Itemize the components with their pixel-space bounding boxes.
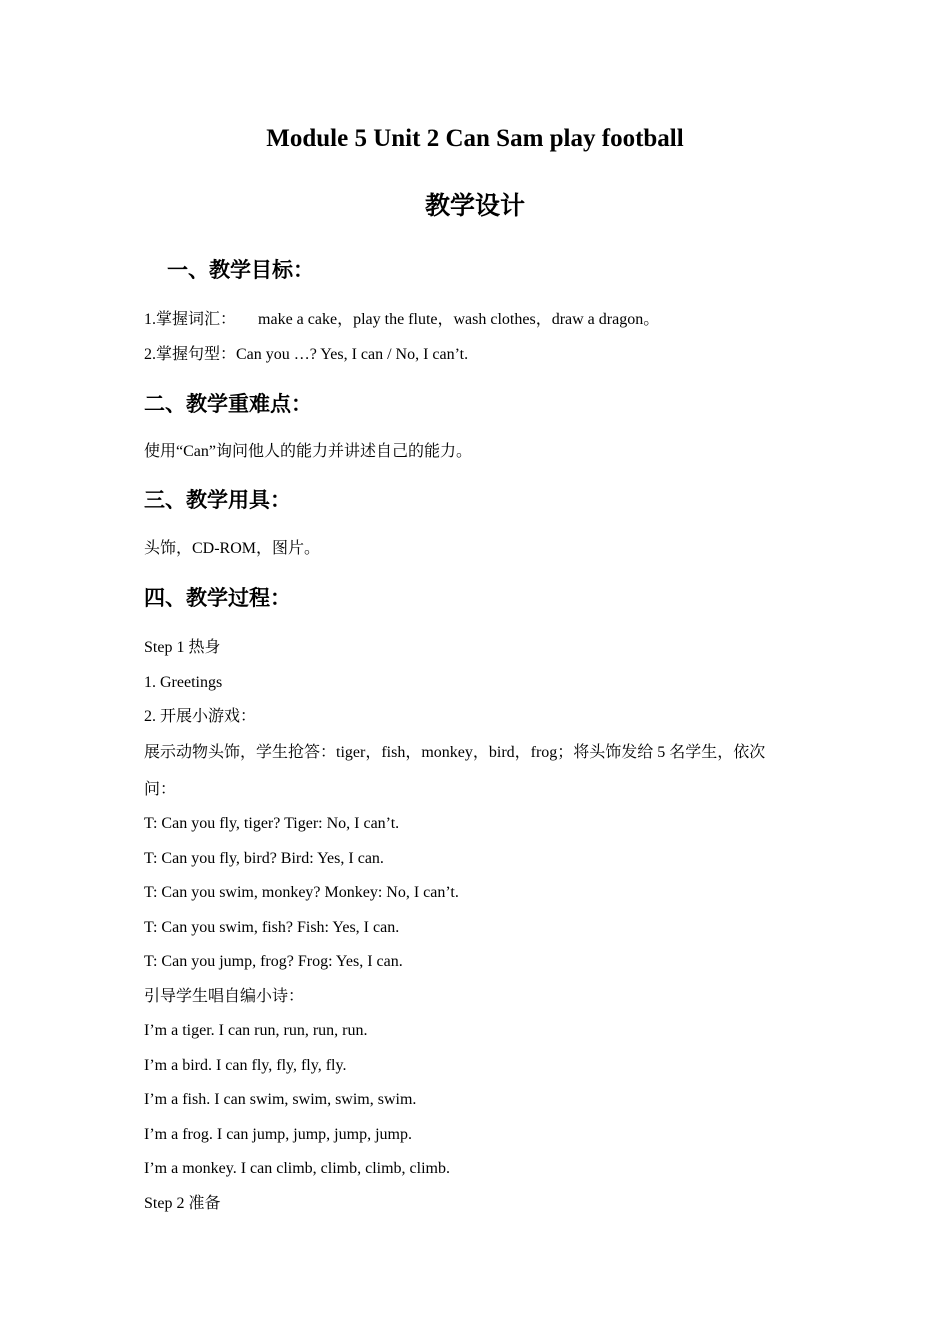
process-line: T: Can you swim, monkey? Monkey: No, I can’t. bbox=[144, 884, 459, 901]
process-line: I’m a tiger. I can run, run, run, run. bbox=[144, 1022, 368, 1039]
process-line: 问： bbox=[144, 781, 177, 798]
goal-vocabulary-text: make a cake，play the flute，wash clothes，draw a dragon。 bbox=[258, 311, 660, 328]
section-heading-key-points: 二、教学重难点： bbox=[144, 392, 312, 416]
process-line: I’m a monkey. I can climb, climb, climb, climb. bbox=[144, 1160, 450, 1177]
process-line: T: Can you swim, fish? Fish: Yes, I can. bbox=[144, 919, 400, 936]
process-line: Step 2 准备 bbox=[144, 1195, 221, 1212]
document-subtitle: 教学设计 bbox=[424, 193, 525, 220]
process-line: 2. 开展小游戏： bbox=[144, 708, 257, 725]
document-title: Module 5 Unit 2 Can Sam play football bbox=[266, 125, 684, 152]
process-line: I’m a bird. I can fly, fly, fly, fly. bbox=[144, 1057, 347, 1074]
process-line: 1. Greetings bbox=[144, 674, 223, 691]
process-line: T: Can you fly, bird? Bird: Yes, I can. bbox=[144, 850, 384, 867]
goal-vocabulary bbox=[144, 310, 659, 330]
process-line: Step 1 热身 bbox=[144, 639, 221, 656]
process-line: 引导学生唱自编小诗： bbox=[144, 988, 305, 1005]
section-heading-process: 四、教学过程： bbox=[144, 586, 291, 610]
goal-vocabulary-label: 1.掌握词汇： bbox=[144, 311, 237, 328]
process-line: 展示动物头饰，学生抢答：tiger，fish，monkey，bird，frog；将头饰发给 5 名学生，依次 bbox=[144, 744, 766, 761]
process-line: T: Can you fly, tiger? Tiger: No, I can’t. bbox=[144, 815, 400, 832]
goal-sentence: 2.掌握句型：Can you …? Yes, I can / No, I can’t. bbox=[144, 346, 469, 363]
key-points-text: 使用“Can”询问他人的能力并讲述自己的能力。 bbox=[144, 443, 472, 460]
materials-text: 头饰，CD-ROM，图片。 bbox=[144, 540, 321, 557]
process-line: I’m a fish. I can swim, swim, swim, swim. bbox=[144, 1091, 417, 1108]
section-heading-goals: 一、教学目标： bbox=[167, 258, 314, 282]
section-heading-materials: 三、教学用具： bbox=[144, 488, 291, 512]
process-line: I’m a frog. I can jump, jump, jump, jump. bbox=[144, 1126, 412, 1143]
process-line: T: Can you jump, frog? Frog: Yes, I can. bbox=[144, 953, 403, 970]
